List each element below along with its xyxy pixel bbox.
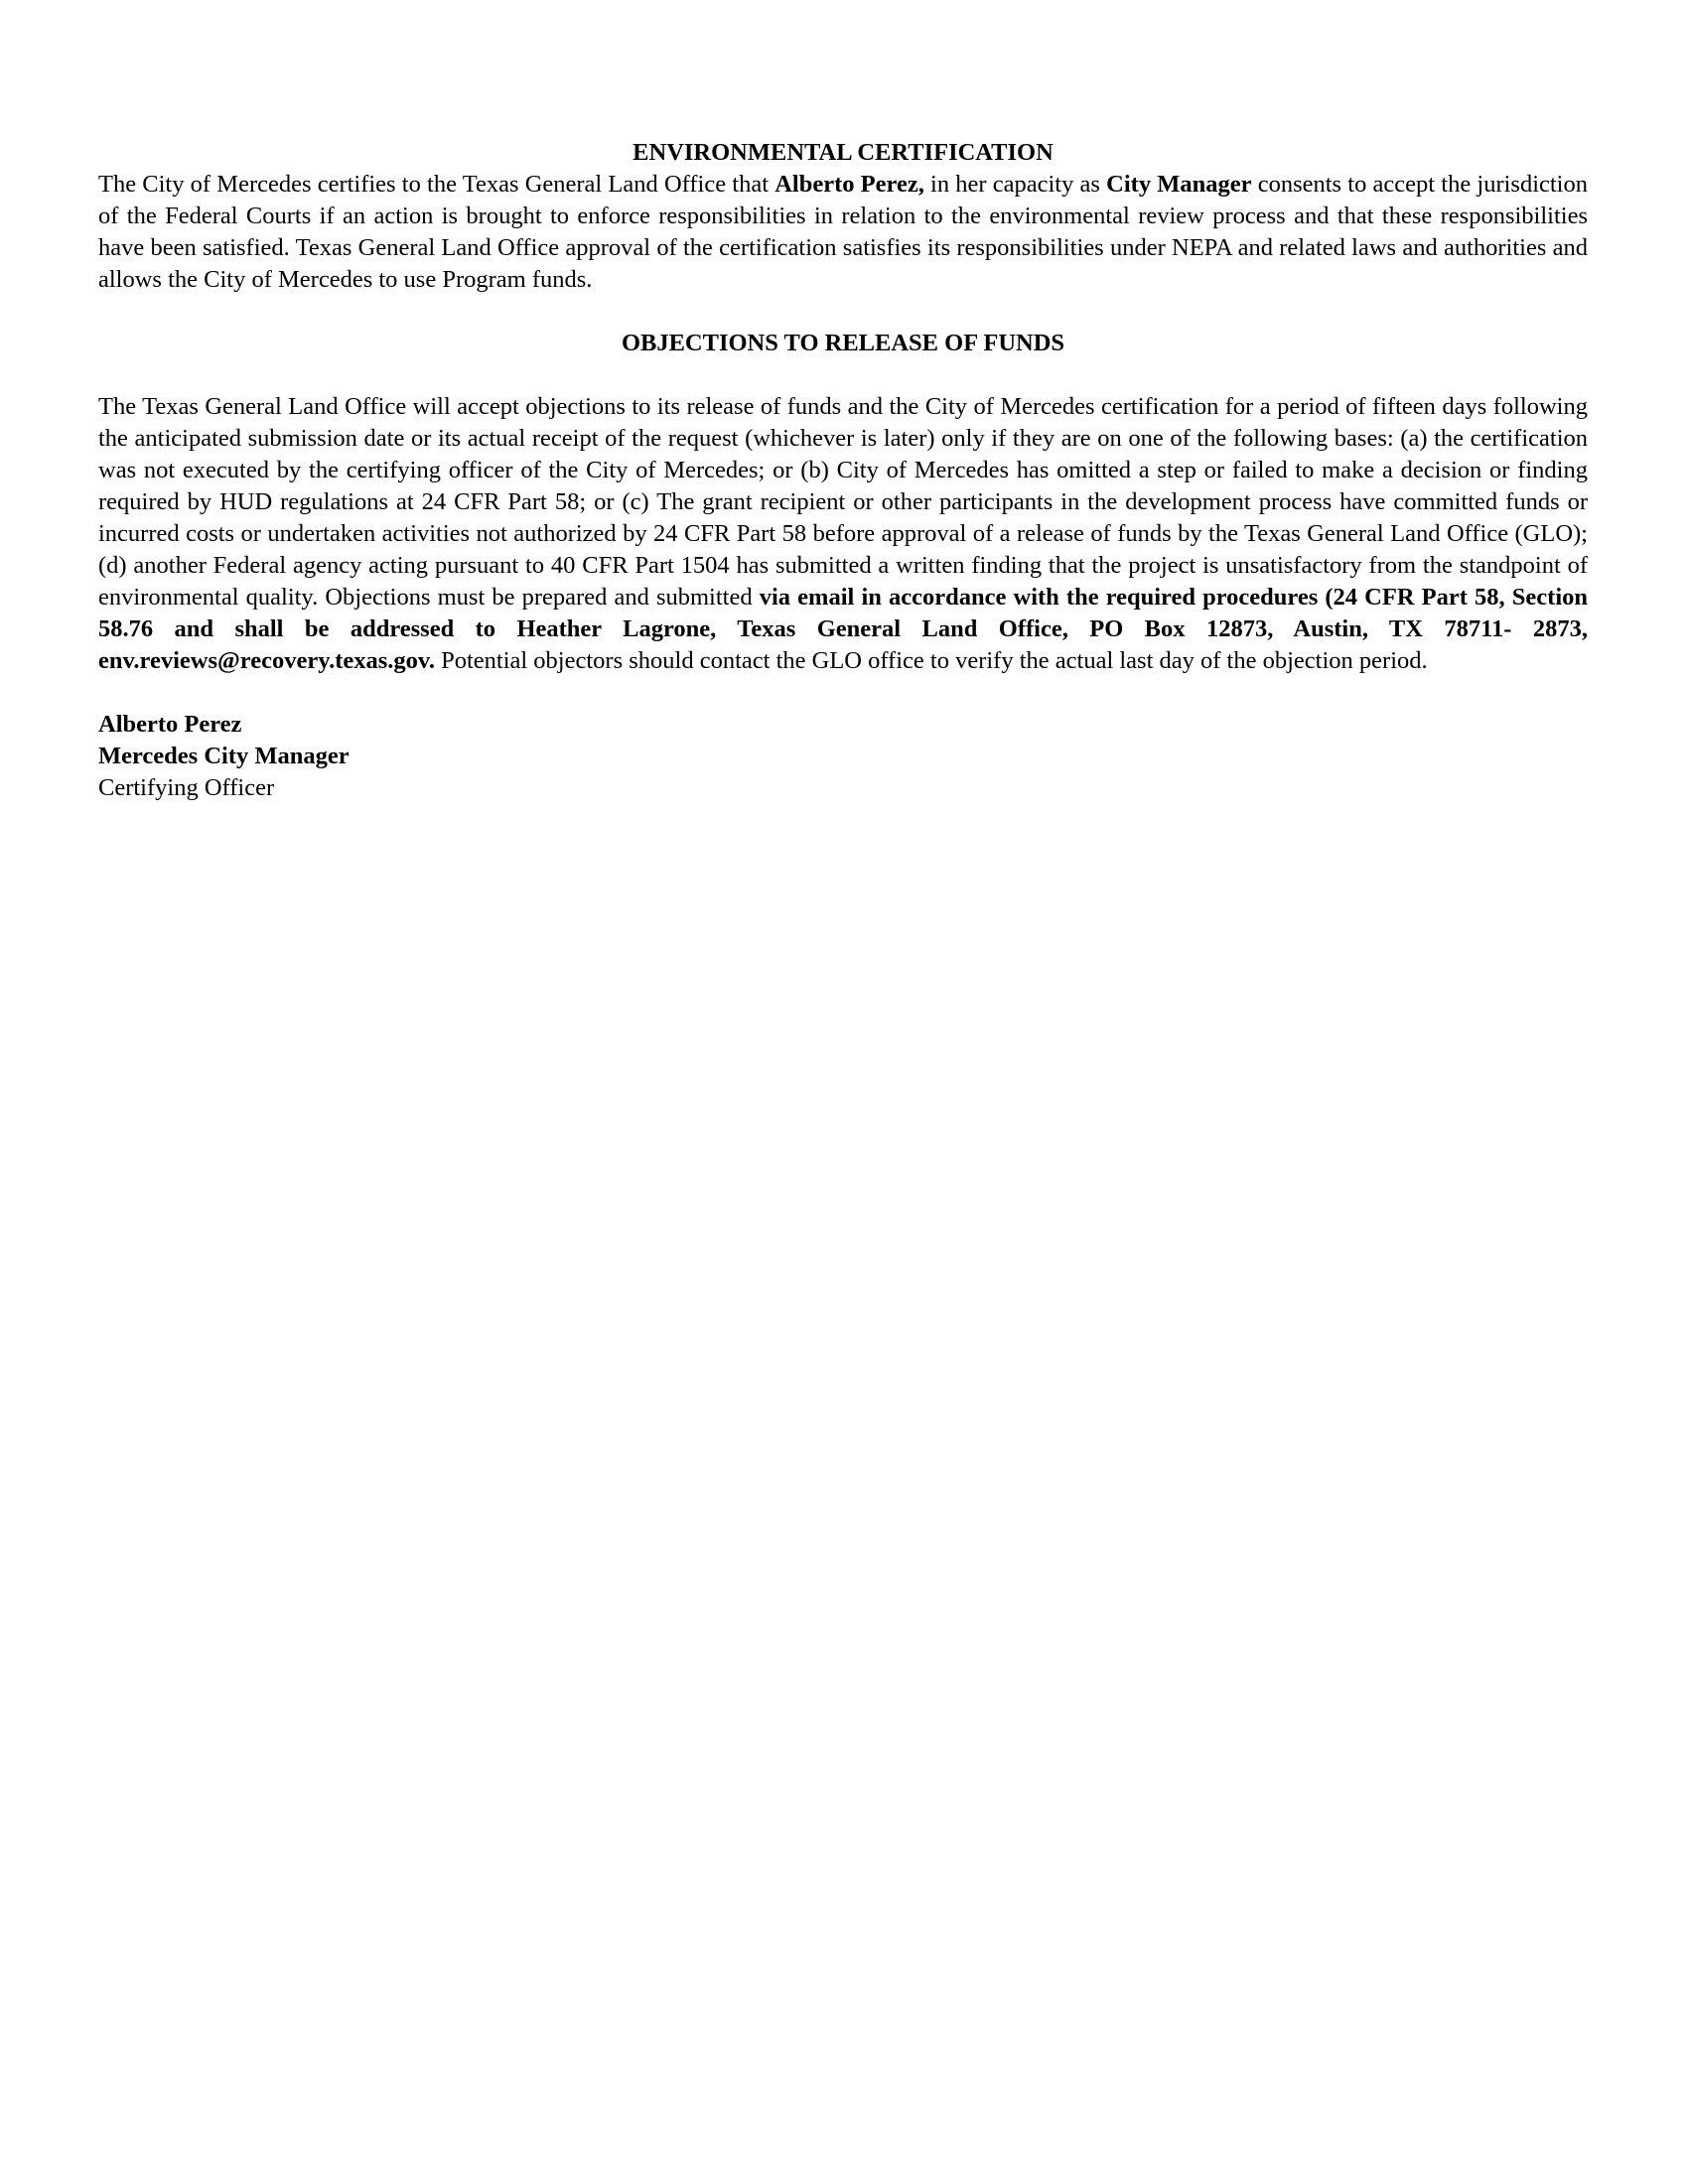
obj-text-a: The Texas General Land Office will accept objections to its release of funds and the City of Mercedes certification for a period of fifteen days following the anticipated submission date or its actual receipt of the request (whichever is later) only if they are on one of the following bases: (a) the certification was not executed by the certifying officer of the City of Mercedes; or (b) City of Mercedes has omitted a step or failed to make a decision or finding required by HUD regulations at 24 CFR Part 58; or (c) The grant recipient or other participants in the development process have committed funds or incurred costs or undertaken activities not authorized by 24 CFR Part 58 before approval of a release of funds by the Texas General Land Office (GLO); (d) another Federal agency acting pursuant to 40 CFR Part 1504 has submitted a written finding that the project is unsatisfactory from the standpoint of environmental quality. Objections must be prepared and submitted: [98, 393, 1588, 611]
env-text-c: consents to accept the jurisdiction of the Federal Courts if an action is brought to enforce responsibilities in relation to the environmental review process and that these responsibilities have been satisfied. Texas General Land Office approval of the certification satisfies its responsibilities under NEPA and related laws and authorities and allows the City of Mercedes to use Program funds.: [98, 171, 1588, 293]
env-text-b: in her capacity as: [923, 171, 1107, 198]
objections-heading: OBJECTIONS TO RELEASE OF FUNDS: [621, 330, 1065, 356]
objections-paragraph: [98, 391, 1588, 677]
env-text-a: The City of Mercedes certifies to the Texas General Land Office that: [98, 171, 775, 198]
environmental-certification-heading: ENVIRONMENTAL CERTIFICATION: [633, 139, 1054, 166]
env-certifier-name: Alberto Perez,: [774, 171, 924, 198]
env-certifier-title: City Manager: [1106, 171, 1252, 198]
obj-submission-instructions: via email in accordance with the required procedures (24 CFR Part 58, Section 58.76 and shall be addressed to Heather Lagrone, Texas General Land Office, PO Box 12873, Austin, TX 78711- 2873, env.reviews@recovery.texas.gov.: [98, 584, 1588, 674]
obj-text-c: Potential objectors should contact the GLO office to verify the actual last day of the objection period.: [434, 647, 1428, 674]
environmental-certification-paragraph: [98, 169, 1588, 296]
document-page: [98, 137, 1588, 804]
signature-title: Mercedes City Manager: [98, 743, 350, 769]
signature-role: Certifying Officer: [98, 774, 275, 801]
signature-name: Alberto Perez: [98, 711, 242, 738]
signature-block: [98, 709, 1588, 804]
